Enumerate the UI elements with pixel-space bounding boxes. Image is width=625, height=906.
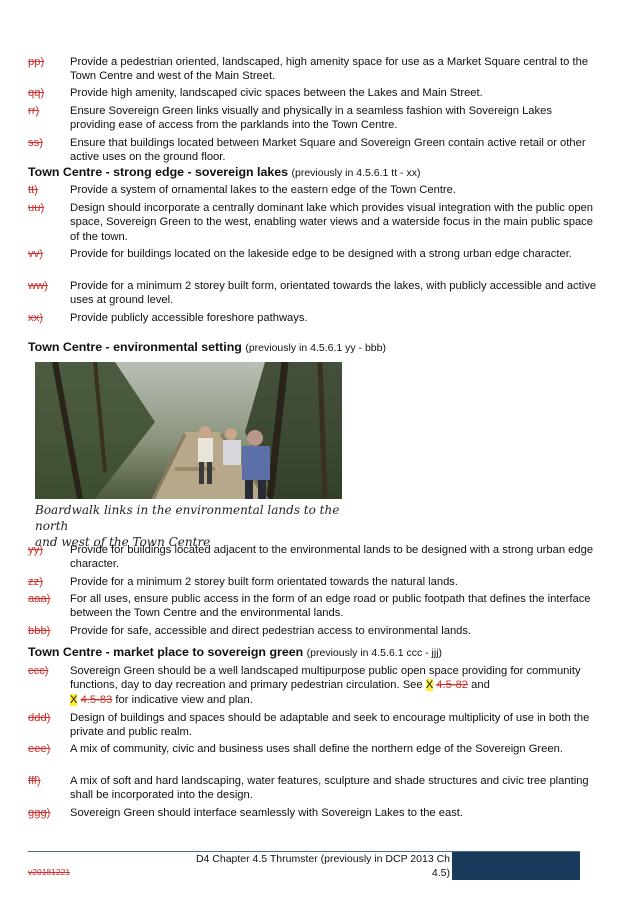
item-label: aaa) <box>28 593 51 605</box>
footer-line: D4 Chapter 4.5 Thrumster (previously in DCP 2013 Ch <box>195 853 450 865</box>
item-label: ww) <box>28 280 48 292</box>
item-text: Provide for buildings located adjacent to the environmental lands to be designed with a strong urban edge character. <box>70 544 594 571</box>
item-text-part: and <box>468 679 490 692</box>
figure-ref-highlight: X <box>70 693 78 706</box>
item-text: Provide publicly accessible foreshore pathways. <box>70 312 308 324</box>
item-text-part: for indicative view and plan. <box>112 693 253 706</box>
item-text: Provide a pedestrian oriented, landscaped, high amenity space for use as a Market Square central to the Town Centre and west of the Main Street. <box>70 56 589 83</box>
item-label: bbb) <box>28 625 51 637</box>
item-text: Provide a system of ornamental lakes to the eastern edge of the Town Centre. <box>70 184 456 196</box>
item-text: A mix of community, civic and business uses shall define the northern edge of the Sovereign Green. <box>70 743 563 755</box>
heading-note: (previously in 4.5.6.1 yy - bbb) <box>245 342 386 354</box>
item-label: ddd) <box>28 712 51 724</box>
item-label: uu) <box>28 202 45 214</box>
section-heading <box>28 165 420 179</box>
item-label: ggg) <box>28 807 51 819</box>
item-label: qq) <box>28 87 45 99</box>
item-label: eee) <box>28 743 51 755</box>
heading-note: (previously in 4.5.6.1 tt - xx) <box>291 167 421 179</box>
item-text <box>70 664 598 707</box>
caption-line: and west of the Town Centre <box>35 535 211 549</box>
item-text: Sovereign Green should interface seamlessly with Sovereign Lakes to the east. <box>70 807 464 819</box>
heading-title: Town Centre - strong edge - sovereign lakes <box>28 165 289 179</box>
item-text: Ensure that buildings located between Market Square and Sovereign Green contain active retail or other active uses on the ground floor. <box>70 137 586 164</box>
deleted-figure-ref: 4.5-83 <box>80 693 113 706</box>
item-label: zz) <box>28 576 43 588</box>
item-text-part: Sovereign Green should be a well landscaped multipurpose public open space providing for community functions, day to day recreation and primary pedestrian circulation. See <box>70 665 581 692</box>
item-text: Ensure Sovereign Green links visually and physically in a seamless fashion with Sovereign Lakes providing ease of access from the parklands into the Town Centre. <box>70 105 552 132</box>
figure-ref-highlight: X <box>425 679 434 692</box>
item-label: xx) <box>28 312 43 324</box>
item-label: ss) <box>28 137 43 149</box>
version-stamp: v20181221 <box>28 867 71 877</box>
item-text: Provide for buildings located on the lakeside edge to be designed with a strong urban edge character. <box>70 248 572 260</box>
boardwalk-photo-illustration <box>35 362 342 499</box>
footer-color-block <box>452 852 580 880</box>
caption-line: Boardwalk links in the environmental lands to the north <box>35 503 340 533</box>
item-label: vv) <box>28 248 43 260</box>
item-text: A mix of soft and hard landscaping, water features, sculpture and shade structures and civic tree planting shall be incorporated into the design. <box>70 775 589 802</box>
boardwalk-photo <box>35 362 342 499</box>
footer-chapter-title <box>160 853 450 880</box>
item-label: yy) <box>28 544 43 556</box>
heading-title: Town Centre - environmental setting <box>28 340 242 354</box>
item-text: Provide for safe, accessible and direct pedestrian access to environmental lands. <box>70 625 472 637</box>
item-text: Provide high amenity, landscaped civic spaces between the Lakes and Main Street. <box>70 87 483 99</box>
heading-note: (previously in 4.5.6.1 ccc - jjj) <box>306 647 443 659</box>
item-text: For all uses, ensure public access in the form of an edge road or public footpath that defines the interface between the Town Centre and the environmental lands. <box>70 593 591 620</box>
footer-line: 4.5) <box>431 866 450 879</box>
item-label: fff) <box>28 775 41 787</box>
item-text: Design of buildings and spaces should be adaptable and seek to encourage multiplicity of use in both the private and public realm. <box>70 712 590 739</box>
section-heading <box>28 645 442 659</box>
item-label: rr) <box>28 105 40 117</box>
item-label: pp) <box>28 56 45 68</box>
item-label: ccc) <box>28 665 49 677</box>
heading-title: Town Centre - market place to sovereign green <box>28 645 304 659</box>
item-text: Provide for a minimum 2 storey built form, orientated towards the lakes, with publicly accessible and active uses at ground level. <box>70 280 597 307</box>
item-label: tt) <box>28 184 38 196</box>
item-text: Design should incorporate a centrally dominant lake which provides visual integration with the public open space, Sovereign Green to the west, enabling water views and a waterside focus in the main public space of the town. <box>70 202 594 243</box>
item-text: Provide for a minimum 2 storey built form orientated towards the natural lands. <box>70 576 459 588</box>
section-heading <box>28 340 386 354</box>
deleted-figure-ref: 4.5-82 <box>436 679 469 692</box>
